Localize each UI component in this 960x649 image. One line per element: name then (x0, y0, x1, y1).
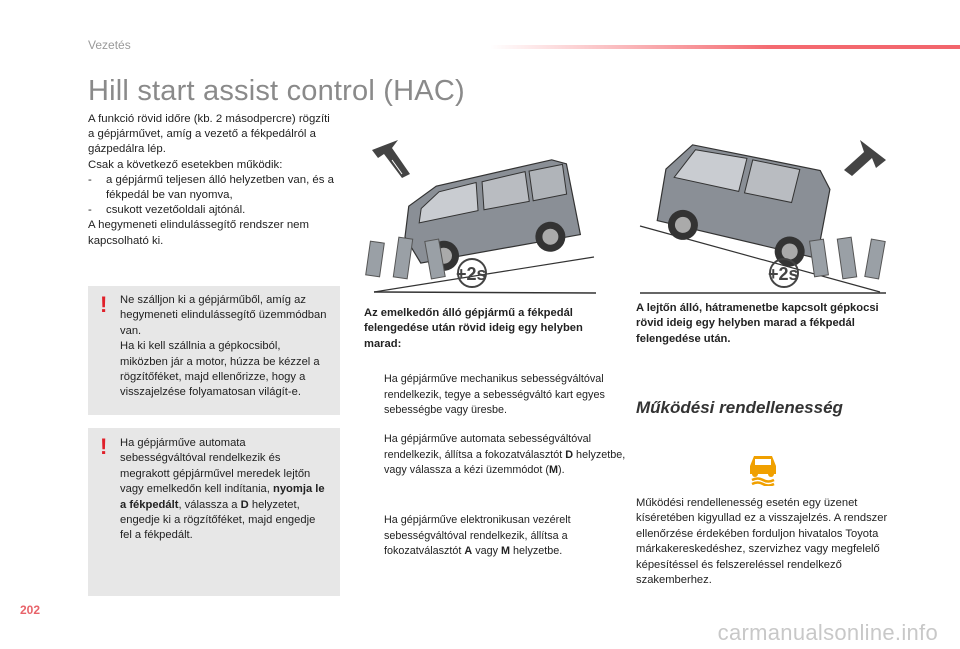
uphill-van-illustration (362, 130, 600, 298)
malfunction-text: Működési rendellenesség esetén egy üzenet kíséretében kigyullad ez a visszajelzés. A rendszer ellenőrzése érdekében forduljon hivatalos Toyota márkakereskedéshez, szervizhez vagy megfelelő képesítéssel és felszereléssel rendelkező szakemberhez. (636, 497, 888, 587)
caption-uphill: Az emelkedőn álló gépjármű a fékpedál felengedése után rövid ideig egy helyben marad: (364, 307, 583, 350)
warning-box-automatic (88, 428, 340, 596)
bullet-icon (364, 372, 384, 419)
intro-conditions: Csak a következő esetekben működik: (88, 158, 283, 171)
bullet-icon (364, 513, 384, 560)
section-heading: Működési rendellenesség (636, 398, 843, 417)
list-item: Ha gépjárműve automata sebességváltóval rendelkezik, állítsa a fokozatválasztót D helyzetbe, vagy válassza a kézi üzemmódot (M). (364, 432, 626, 479)
warning-box-exit (88, 286, 340, 415)
list-item: - csukott vezetőoldali ajtónál. (88, 204, 246, 217)
header-accent-bar (490, 45, 960, 49)
watermark: carmanualsonline.info (717, 620, 938, 645)
pedals-icon (810, 237, 886, 279)
warning-text: Ha gépjárműve automata sebességváltóval rendelkezik és megrakott gépjárművel meredek lejtőn vagy emelkedőn kell indítania, nyomja le a fékpedált, válassza a D helyzetet, engedje ki a rögzítőféket, majd engedje fel a fékpedált. (120, 437, 325, 542)
van-icon (650, 134, 837, 273)
van-icon (397, 157, 583, 275)
warning-icon: ! (100, 292, 108, 317)
warning-text: Ne szálljon ki a gépjárműből, amíg az hegymeneti elindulássegítő üzemmódban van. (120, 294, 327, 337)
warning-icon: ! (100, 434, 108, 459)
intro-paragraph: A funkció rövid időre (kb. 2 másodpercre) rögzíti a gépjárművet, amíg a vezető a fékpedálról a gázpedálra lép. (88, 113, 330, 156)
downhill-van-illustration (636, 130, 892, 298)
intro-text (88, 112, 338, 249)
warning-text: Ha ki kell szállnia a gépkocsiból, miközben jár a motor, húzza be kézzel a rögzítőféket, majd ellenőrizze, hogy a visszajelzése folyamatosan világít-e. (120, 340, 320, 399)
timer-label: +2s (768, 264, 799, 284)
caption-downhill: A lejtőn álló, hátramenetbe kapcsolt gépkocsi rövid ideig egy helyben marad a fékpedál felengedése után. (636, 302, 879, 345)
page-title: Hill start assist control (HAC) (88, 75, 465, 107)
intro-note: A hegymeneti elindulássegítő rendszer nem kapcsolható ki. (88, 219, 309, 247)
page-number: 202 (20, 603, 41, 617)
hill-assist-warning-icon (746, 450, 780, 486)
timer-label: +2s (456, 264, 487, 284)
list-item: Ha gépjárműve elektronikusan vezérelt sebességváltóval rendelkezik, állítsa a fokozatválasztót A vagy M helyzetbe. (364, 513, 626, 560)
section-label: Vezetés (88, 38, 131, 52)
list-item: Ha gépjárműve mechanikus sebességváltóval rendelkezik, tegye a sebességváltó kart egyes sebességbe vagy üresbe. (364, 372, 626, 419)
reverse-arrow-icon (844, 140, 886, 176)
forward-arrow-icon (372, 140, 410, 178)
pedals-icon (366, 237, 445, 279)
bullet-icon (364, 432, 384, 479)
list-item: - a gépjármű teljesen álló helyzetben van, és a fékpedál be van nyomva, (88, 173, 334, 202)
